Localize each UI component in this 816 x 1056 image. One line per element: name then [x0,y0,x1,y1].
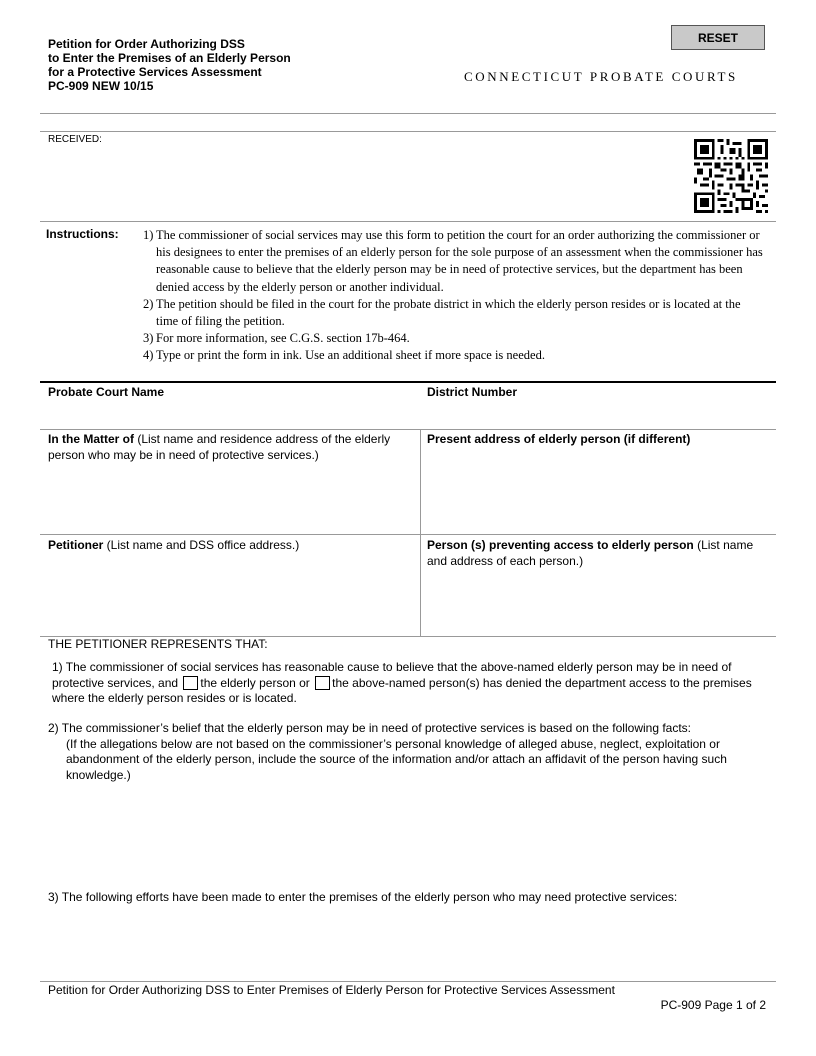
received-top-border [40,131,776,132]
instruction-text: Type or print the form in ink. Use an additional sheet if more space is needed. [156,348,545,363]
form-number: PC-909 NEW 10/15 [48,79,154,93]
instruction-text: The petition should be filed in the court for the probate district in which the elderly person resides or is located at the time of filing the petition. [156,296,741,329]
form-title-line-1: Petition for Order Authorizing DSS [48,37,245,51]
instruction-text: For more information, see C.G.S. section 17b-464. [156,331,410,346]
persons-preventing-access-label: Person (s) preventing access to elderly person (List name and address of each person.) [427,538,754,568]
elderly-person-denied-checkbox[interactable] [183,676,198,690]
instruction-item [143,227,763,296]
petitioner-label: Petitioner (List name and DSS office address.) [48,538,300,552]
district-number-label: District Number [427,385,518,399]
instruction-number: 2) [143,296,154,311]
item-2-statement: 2) The commissioner’s belief that the elderly person may be in need of protective services is based on the following facts: [48,721,692,735]
facts-field[interactable] [48,790,772,886]
reset-button[interactable]: RESET [671,25,765,50]
received-label: RECEIVED: [48,134,102,145]
persons-preventing-access-field[interactable] [422,572,774,634]
form-title-line-2: to Enter the Premises of an Elderly Person [48,51,291,65]
instruction-item [143,330,763,347]
footer-title: Petition for Order Authorizing DSS to Enter Premises of Elderly Person for Protective Services Assessment [48,983,615,997]
instruction-item [143,347,763,364]
in-the-matter-of-label: In the Matter of (List name and residence address of the elderly person who may be in need of protective services.) [48,432,391,462]
representation-item-2 [48,721,772,783]
instruction-item [143,296,763,330]
header-divider [40,113,776,114]
petitioner-field[interactable] [40,556,418,634]
form-title-line-3: for a Protective Services Assessment [48,65,262,79]
qr-code-icon [694,139,768,213]
agency-name: CONNECTICUT PROBATE COURTS [464,69,738,84]
named-persons-denied-checkbox[interactable] [315,676,330,690]
form-title [48,37,368,93]
instruction-number: 1) [143,228,154,242]
present-address-field[interactable] [422,450,774,532]
fields-top-border [40,381,776,383]
item-2-note: (If the allegations below are not based on the commissioner’s personal knowledge of alleged abuse, neglect, exploitation or abandonment of the elderly person, include the source of the information and/or attach an affidavit of the person having such knowledge.) [66,736,727,782]
instruction-number: 4) [143,348,154,363]
probate-court-name-field[interactable] [40,401,418,428]
footer-divider [40,981,776,982]
instructions-label: Instructions: [46,227,119,241]
row-divider [40,534,776,535]
district-number-field[interactable] [422,401,774,428]
in-the-matter-of-field[interactable] [40,466,418,532]
instruction-number: 3) [143,331,154,346]
present-address-label: Present address of elderly person (if different) [427,432,691,446]
column-divider [420,429,421,636]
efforts-field[interactable] [48,908,772,978]
page-number: PC-909 Page 1 of 2 [660,998,766,1012]
represents-heading: THE PETITIONER REPRESENTS THAT: [48,637,268,651]
instructions-top-border [40,221,776,222]
representation-item-1: 1) The commissioner of social services has reasonable cause to believe that the above-named elderly person may be in need of protective services, and the elderly person or the above-named person(s) has denied the department access to the premises where the elderly person resides or is located. [52,660,752,705]
representation-item-3: 3) The following efforts have been made to enter the premises of the elderly person who may need protective services: [48,890,678,904]
instruction-text: The commissioner of social services may use this form to petition the court for an order authorizing the commissioner or his designees to enter the premises of an elderly person for the sole purpose of an assessment when the commissioner has reasonable cause to believe that the elderly person may be in need of protective services, but the department has been denied access by the elderly person or another individual. [156,228,763,294]
instructions-list [143,227,763,365]
probate-court-name-label: Probate Court Name [48,385,165,399]
row-divider [40,429,776,430]
